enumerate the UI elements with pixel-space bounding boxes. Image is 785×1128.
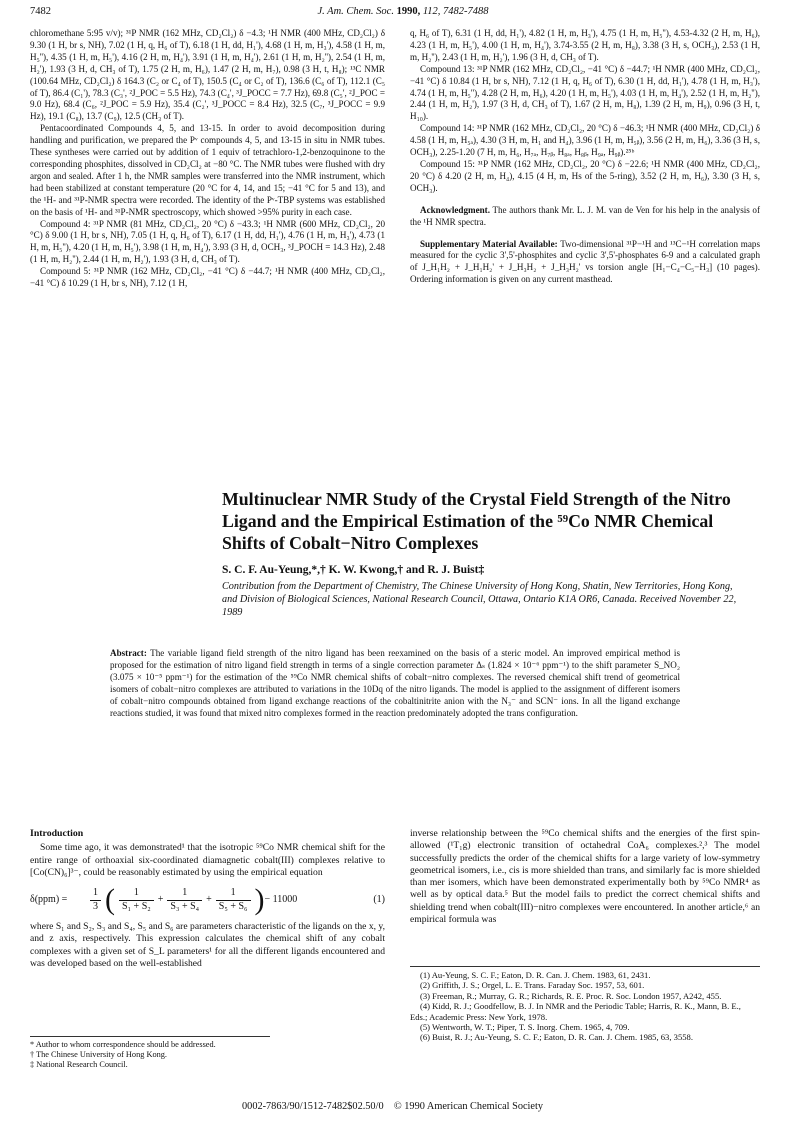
equation-number: (1) — [373, 894, 385, 906]
reference: (1) Au-Yeung, S. C. F.; Eaton, D. R. Can. J. Chem. 1983, 61, 2431. — [420, 970, 651, 980]
reference: (3) Freeman, R.; Murray, G. R.; Richards, R. E. Proc. R. Soc. London 1957, A242, 455. — [420, 990, 722, 1001]
article-header — [222, 488, 742, 619]
equation-lhs: δ(ppm) = — [30, 894, 68, 906]
prev-article-right-column — [410, 28, 760, 286]
prev-article-paragraph: q, H₆ of T), 6.31 (1 H, dd, H₁'), 4.82 (1 H, m, H₃'), 4.75 (1 H, m, H₅''), 4.53-4.32 (2 H, m, H₆), 4.23 (1 H, m, H₅'), 4.00 (1 H, m, H₄'), 3.74-3.55 (2 H, m, H₈), 3.38 (3 H, s, OCH₃), 2.53 (1 H, m, H₂''), 2.43 (1 H, m, H₂'), 1.96 (3 H, d, CH₃ of T). — [410, 28, 760, 62]
footer-code: 0002-7863/90/1512-7482$02.50/0 — [242, 1101, 384, 1112]
article-title: Multinuclear NMR Study of the Crystal Field Strength of the Nitro Ligand and the Empirical Estimation of the ⁵⁹Co NMR Chemical Shifts of Cobalt−Nitro Complexes — [222, 489, 731, 553]
section-heading: Introduction — [30, 828, 84, 839]
footer-copyright: © 1990 American Chemical Society — [393, 1101, 543, 1112]
equation-1 — [30, 885, 385, 915]
body-paragraph: inverse relationship between the ⁵⁹Co chemical shifts and the energies of the first spin-allowed (¹T₁g) electronic transition of octahedral CoA₆ complexes.²,³ The model successfully predicts the order of the chemical shifts for a large variety of low-symmetry geometrical isomers, i.e., cis is more shielded than trans, and similarly fac is more shielded than mer isomers, which have been demonstrated experimentally both by ⁵⁹Co NMR⁴ as well as by optical data.⁵ But the model fails to predict the correct chemical shifts and shielding trend when cobalt(III)−nitro complexes were encountered. In another article,⁶ an empirical formula was — [410, 828, 760, 926]
body-right-column — [410, 828, 760, 926]
author-footnotes — [30, 1036, 270, 1069]
acknowledgment-text: The authors thank Mr. L. J. M. van de Ven for his help in the analysis of the ¹H NMR spectra. — [410, 204, 761, 227]
abstract — [110, 648, 680, 719]
supplementary-heading: Supplementary Material Available: — [420, 238, 558, 249]
page-footer — [0, 1101, 785, 1112]
body-paragraph: where S₁ and S₂, S₃ and S₄, S₅ and S₆ are parameters characteristic of the ligands on the x, y, and z axis, respectively. This expression calculates the chemical shift of any cobalt complexes with a given set of S_L parameters¹ for all the different ligands encountered and was developed based on the well-established — [30, 921, 385, 970]
reference: (4) Kidd, R. J.; Goodfellow, B. J. In NMR and the Periodic Table; Harris, R. K., Mann, B. E., Eds.; Academic Press: New York, 1978. — [410, 1001, 741, 1022]
reference: (6) Buist, R. J.; Au-Yeung, S. C. F.; Eaton, D. R. Can. J. Chem. 1985, 63, 3558. — [420, 1032, 693, 1043]
running-head — [30, 6, 755, 22]
prev-article-paragraph: Compound 14: ³¹P NMR (162 MHz, CD₂Cl₂, 20 °C) δ −46.3; ¹H NMR (400 MHz, CD₂Cl₂) δ 4.58 (1 H, m, H₅ₐ), 4.30 (3 H, m, H₁ and H₄), 3.96 (1 H, m, H₅ᵦ), 3.56 (2 H, m, H₆), 3.36 (3 H, s, OCH₃), 2.25-1.20 (7 H, m, H₆, H₇ₐ, H₇ᵦ, H₈ₐ, H₈ᵦ, H₉ₐ, H₉ᵦ).²⁵ᵇ — [410, 123, 760, 158]
equation-term-3: $\frac{1}{\text{S₅ + S₆}}$ — [216, 887, 251, 913]
acknowledgment-heading: Acknowledgment. — [420, 204, 490, 215]
journal-year: 1990, — [396, 6, 421, 17]
body-left-column — [30, 828, 385, 970]
supplementary-text: Two-dimensional ³¹P−¹H and ¹³C−¹H correlation maps measured for the cyclic 3',5'-phosphites and cyclic 3',5'-phosphates 6-9 and a calculated graph of J_H₁H₂ + J_H₁H₂' + J_H₃H₂ + J_H₃H₂' vs torsion angle [H₁−C₄−C₅−H₃] (10 pages). Ordering information is given on any current masthead. — [410, 238, 761, 285]
article-authors: S. C. F. Au-Yeung,*,† K. W. Kwong,† and R. J. Buist‡ — [222, 564, 485, 576]
article-affiliation: Contribution from the Department of Chemistry, The Chinese University of Hong Kong, Shatin, New Territories, Hong Kong, and Division of Biological Sciences, National Research Council, Ottawa, Ontario K1A OR6, Canada. Received November 22, 1989 — [222, 581, 737, 618]
abstract-heading: Abstract: — [110, 648, 147, 658]
equation-term-2: $\frac{1}{\text{S₃ + S₄}}$ — [167, 887, 202, 913]
footnote: † The Chinese University of Hong Kong. — [30, 1049, 167, 1059]
equation-prefactor: $\frac{1}{3}$ — [90, 887, 101, 913]
prev-article-paragraph: Compound 15: ³¹P NMR (162 MHz, CD₂Cl₂, 20 °C) δ −22.6; ¹H NMR (400 MHz, CD₂Cl₂, 20 °C) δ 4.20 (2 H, m, H₄), 4.15 (4 H, m, Hs of the 5-ring), 3.52 (2 H, m, H₆), 3.30 (3 H, s, OCH₃). — [410, 158, 760, 193]
journal-name: J. Am. Chem. Soc. — [317, 6, 394, 17]
equation-expression: $\frac{1}{3}$ ( $\frac{1}{\text{S₁ + S₂}}$ + $\frac{1}{\text{S₃ + S₄}}$ + $\frac{1}{\text{S₅ + S₆}}$ ) − 11000 — [86, 885, 361, 915]
footnote: * Author to whom correspondence should be addressed. — [30, 1040, 216, 1049]
body-paragraph: Some time ago, it was demonstrated¹ that the isotropic ⁵⁹Co NMR chemical shift for the entire range of orthoaxial six-coordinated diamagnetic cobalt(III) complexes relative to [Co(CN)₆]³⁻, could be reasonably estimated by using the empirical equation — [30, 842, 385, 878]
journal-volume-pages: 112, 7482-7488 — [422, 6, 489, 17]
page-number: 7482 — [30, 6, 51, 17]
supplementary-material — [410, 239, 760, 287]
prev-article-paragraph: Compound 5: ³¹P NMR (162 MHz, CD₂Cl₂, −41 °C) δ −44.7; ¹H NMR (400 MHz, CD₂Cl₂, −41 °C) δ 10.29 (1 H, br s, NH), 7.12 (1 H, — [30, 266, 385, 289]
prev-article-paragraph: Pentacoordinated Compounds 4, 5, and 13-15. In order to avoid decomposition during handling and purification, we prepared the Pᵛ compounds 4, 5, and 13-15 in situ in NMR tubes. These syntheses were carried out by addition of 1 equiv of tetrachloro-1,2-benzoquinone to the corresponding phosphites, dissolved in CD₂Cl₂ at −80 °C. The NMR tubes were flushed with dry argon and sealed. After 1 h, the NMR samples were transferred into the NMR instrument, which had been stabilized at constant temperature (20 °C for 4, 14, and 15; −41 °C for 5 and 13), and the ¹H- and ³¹P-NMR spectra were recorded. The identity of the Pᵛ-TBP systems was established on the basis of ¹H- and ³¹P-NMR spectroscopy, which showed >95% purity in each case. — [30, 123, 385, 217]
prev-article-paragraph: chloromethane 5:95 v/v); ³¹P NMR (162 MHz, CD₂Cl₂) δ −4.3; ¹H NMR (400 MHz, CD₂Cl₂) δ 9.30 (1 H, br s, NH), 7.02 (1 H, q, H₆ of T), 6.18 (1 H, dd, H₁'), 4.68 (1 H, m, H₃'), 4.58 (1 H, m, H₅''), 4.35 (1 H, m, H₅'), 4.16 (2 H, m, H₄'), 3.91 (1 H, m, H₄'), 2.61 (1 H, m, H₂''), 2.54 (1 H, m, H₂'), 1.93 (3 H, d, CH₃ of T), 1.75 (2 H, m, H₆), 1.47 (2 H, m, H₇), 0.98 (3 H, t, H₈); ¹³C NMR (100.64 MHz, CD₂Cl₂) δ 164.3 (C₂ or C₄ of T), 150.5 (C₄ or C₂ of T), 136.6 (C₆ of T), 112.1 (C₅ of T), 86.4 (C₁'), 78.3 (C₃', ²J_POC = 5.5 Hz), 74.3 (C₄', ³J_POCC = 7.7 Hz), 69.8 (C₅', ²J_POC = 9.0 Hz), 68.4 (C₆, ²J_POC = 5.9 Hz), 35.4 (C₂', ³J_POCC = 8.4 Hz), 32.5 (C₇, ³J_POCC = 9.9 Hz), 19.1 (C₈), 13.7 (C₉), 12.5 (CH₃ of T). — [30, 28, 385, 122]
reference: (5) Wentworth, W. T.; Piper, T. S. Inorg. Chem. 1965, 4, 709. — [420, 1022, 630, 1033]
prev-article-left-column — [30, 28, 385, 290]
footnote: ‡ National Research Council. — [30, 1059, 128, 1069]
reference: (2) Griffith, J. S.; Orgel, L. E. Trans. Faraday Soc. 1957, 53, 601. — [420, 980, 645, 991]
prev-article-paragraph: Compound 13: ³¹P NMR (162 MHz, CD₂Cl₂, −41 °C) δ −44.7; ¹H NMR (400 MHz, CD₂Cl₂, −41 °C) δ 10.84 (1 H, br s, NH), 7.12 (1 H, q, H₆ of T), 6.30 (1 H, dd, H₁'), 4.78 (1 H, m, H₃'), 4.74 (1 H, m, H₅''), 4.28 (2 H, m, H₆), 4.20 (1 H, m, H₅'), 4.03 (1 H, m, H₄'), 2.52 (1 H, m, H₂''), 2.44 (1 H, m, H₂'), 1.97 (3 H, d, CH₃ of T), 1.67 (2 H, m, H₈), 1.39 (2 H, m, H₉), 0.96 (3 H, t, H₁₀). — [410, 63, 760, 122]
acknowledgment — [410, 205, 760, 229]
equation-constant: − 11000 — [264, 894, 298, 906]
equation-term-1: $\frac{1}{\text{S₁ + S₂}}$ — [119, 887, 154, 913]
journal-citation — [317, 6, 488, 22]
abstract-text: The variable ligand field strength of the nitro ligand has been reexamined on the basis of a steric model. An improved empirical method is proposed for the estimation of nitro ligand field strength in terms of a single correction parameter Δₛ (1.824 × 10⁻⁶ ppm⁻¹) to the shift parameter S_NO₂ (3.075 × 10⁻⁵ ppm⁻¹) for the estimation of the ⁵⁹Co NMR chemical shifts of cobalt−nitro complexes. The reversed chemical shift trend of geometrical isomers of cobalt−nitro complexes are attributed to variations in the 10Dq of the nitro ligands. The model is applied to the assignment of different isomers of cobalt−nitro compounds obtained from ligand exchange reactions of the cobaltinitrite anion with the N₃⁻ and SCN⁻ ions. In all the ligand exchange reactions studied, it was found that mixed nitro complexes formed in the reaction predominately adopted the trans configuration. — [110, 648, 680, 718]
references — [410, 966, 760, 1043]
prev-article-paragraph: Compound 4: ³¹P NMR (81 MHz, CD₂Cl₂, 20 °C) δ −43.3; ¹H NMR (600 MHz, CD₂Cl₂, 20 °C) δ 9.00 (1 H, br s, NH), 7.05 (1 H, q, H₆ of T), 6.17 (1 H, dd, H₁'), 4.76 (1 H, m, H₃'), 4.73 (1 H, m, H₅''), 4.20 (1 H, m, H₅'), 3.98 (1 H, m, H₄'), 3.93 (3 H, d, OCH₃, ³J_POCH = 14.3 Hz), 2.48 (1 H, m, H₂''), 2.44 (1 H, m, H₂'), 1.93 (3 H, d, CH₃ of T). — [30, 218, 385, 265]
